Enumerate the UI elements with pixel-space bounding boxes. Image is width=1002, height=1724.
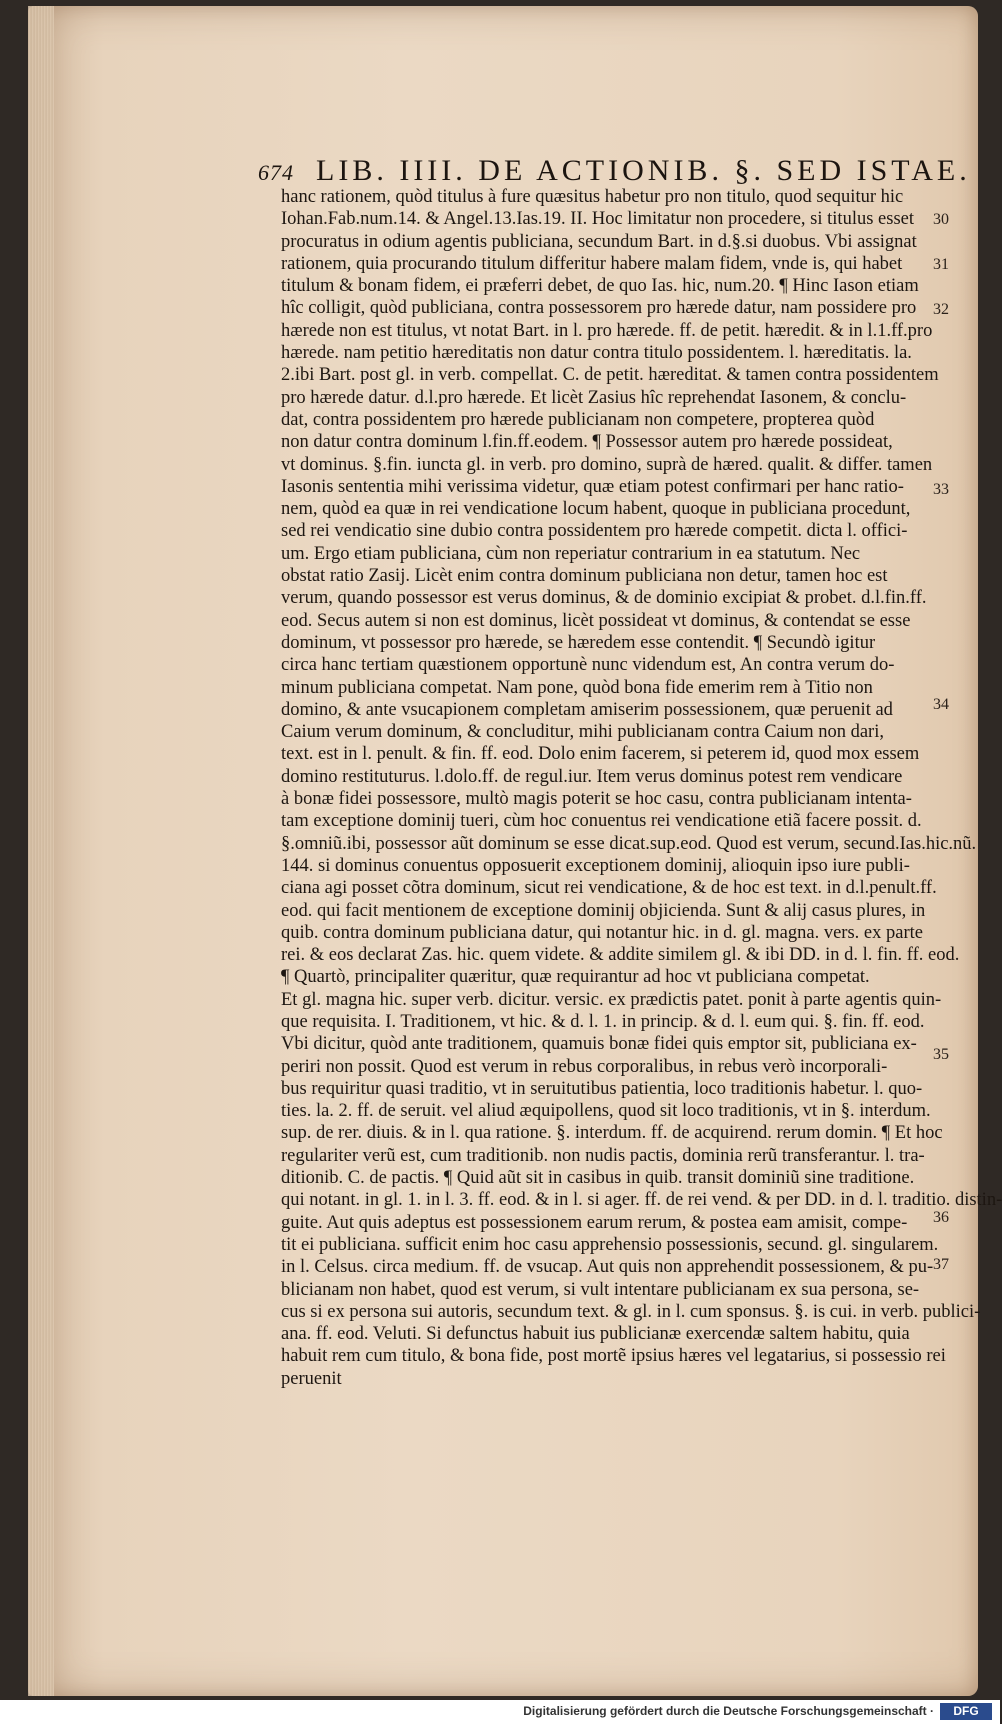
page-edges (28, 6, 54, 1696)
text-line: dominum, vt possessor pro hærede, se hæredem esse contendit. ¶ Secundò igitur (281, 632, 876, 653)
text-line: procuratus in odium agentis publiciana, secundum Bart. in d.§.si duobus. Vbi assignat (281, 231, 917, 252)
running-head-title: LIB. IIII. DE ACTIONIB. §. SED ISTAE. (316, 154, 971, 187)
text-line: 144. si dominus conuentus opposuerit exceptionem dominij, alioquin ipso iure publi- (281, 855, 910, 876)
margin-numbers (933, 6, 973, 1696)
text-line: tit ei publiciana. sufficit enim hoc casu apprehensio possessionis, secund. gl. singularem. (281, 1234, 939, 1255)
text-line: §.omniũ.ibi, possessor aũt dominum se esse dicat.sup.eod. Quod est verum, secund.Ias.hic.nũ. (281, 833, 977, 854)
margin-number: 34 (933, 696, 949, 713)
text-line: blicianam non habet, quod est verum, si vult intentare publicianam ex sua persona, se- (281, 1279, 920, 1300)
text-line: ¶ Quartò, principaliter quæritur, quæ requirantur ad hoc vt publiciana competat. (281, 967, 870, 988)
text-line: domino restituturus. l.dolo.ff. de regul.iur. Item verus dominus potest rem vendicare (281, 766, 903, 787)
text-line: 2.ibi Bart. post gl. in verb. compellat. C. de petit. hæreditat. & tamen contra possidentem (281, 365, 939, 386)
text-line: ditionib. C. de pactis. ¶ Quid aũt sit in casibus in quib. transit dominiũ sine traditione. (281, 1168, 915, 1189)
margin-number: 31 (933, 256, 949, 273)
dfg-logo: DFG (940, 1703, 992, 1720)
text-line: text. est in l. penult. & fin. ff. eod. Dolo enim facerem, si peterem id, quod mox essem (281, 744, 920, 765)
text-line: Vbi dicitur, quòd ante traditionem, quamuis bonæ fidei quis emptor sit, publiciana ex- (281, 1034, 917, 1055)
text-line: sup. de rer. diuis. & in l. qua ratione. §. interdum. ff. de acquirend. rerum domin. ¶ Et hoc (281, 1123, 943, 1144)
running-head (258, 154, 971, 188)
margin-number: 33 (933, 481, 949, 498)
margin-number: 37 (933, 1256, 949, 1273)
text-line: hærede non est titulus, vt notat Bart. in l. pro hærede. ff. de petit. hæredit. & in l.1.ff.pro (281, 320, 933, 341)
text-line: Iohan.Fab.num.14. & Angel.13.Ias.19. II. Hoc limitatur non procedere, si titulus esset (281, 209, 914, 230)
text-line: eod. qui facit mentionem de exceptione dominij objicienda. Sunt & alij casus plures, in (281, 900, 926, 921)
text-line: quib. contra dominum publiciana datur, qui notantur hic. in d. gl. magna. vers. ex parte (281, 922, 923, 943)
digitization-footer (0, 1700, 1000, 1724)
text-line: qui notant. in gl. 1. in l. 3. ff. eod. & in l. si ager. ff. de rei vend. & per DD. in d. l. traditio. distin- (281, 1190, 1002, 1211)
text-line: rei. & eos declarat Zas. hic. quem videte. & addite similem gl. & ibi DD. in d. l. fin. ff. eod. (281, 945, 960, 966)
book-page (28, 6, 1002, 1696)
text-line: bus requiritur quasi traditio, vt in seruitutibus patientia, loco traditionis habetur. l. quo- (281, 1078, 923, 1099)
text-line: vt dominus. §.fin. iuncta gl. in verb. pro domino, suprà de hæred. qualit. & differ. tamen (281, 454, 933, 475)
text-line: Et gl. magna hic. super verb. dicitur. versic. ex prædictis patet. ponit à parte agentis quin- (281, 989, 942, 1010)
text-line: obstat ratio Zasij. Licèt enim contra dominum publiciana non detur, tamen hoc est (281, 566, 888, 587)
text-line: ciana agi posset cõtra dominum, sicut rei vendicatione, & de hoc est text. in d.l.penult.ff. (281, 878, 937, 899)
text-line: cus si ex persona sui autoris, secundum text. & gl. in l. cum sponsus. §. is cui. in verb. publici- (281, 1301, 981, 1322)
text-line: domino, & ante vsucapionem completam amiserim possessionem, quæ peruenit ad (281, 699, 893, 720)
text-line: um. Ergo etiam publiciana, cùm non reperiatur contrarium in ea statutum. Nec (281, 543, 861, 564)
margin-number: 30 (933, 211, 949, 228)
margin-number: 32 (933, 301, 949, 318)
text-line: verum, quando possessor est verus dominus, & de dominio excipiat & probet. d.l.fin.ff. (281, 588, 927, 609)
footer-credit: Digitalisierung gefördert durch die Deutsche Forschungsgemeinschaft · (523, 1704, 934, 1718)
text-line: titulum & bonam fidem, ei præferri debet, de quo Ias. hic, num.20. ¶ Hinc Iason etiam (281, 276, 919, 297)
text-line: non datur contra dominum l.fin.ff.eodem. ¶ Possessor autem pro hærede possideat, (281, 432, 893, 453)
text-line: in l. Celsus. circa medium. ff. de vsucap. Aut quis non apprehendit possessionem, & pu- (281, 1257, 934, 1278)
text-line: à bonæ fidei possessore, multò magis poterit se hoc casu, contra publicianam intenta- (281, 789, 912, 810)
margin-number: 35 (933, 1046, 949, 1063)
text-line: que requisita. I. Traditionem, vt hic. & d. l. 1. in princip. & d. l. eum qui. §. fin. ff. eod. (281, 1011, 925, 1032)
text-line: hîc colligit, quòd publiciana, contra possessorem pro hærede datur, nam possidere pro (281, 298, 917, 319)
text-line: pro hærede datur. d.l.pro hærede. Et licèt Zasius hîc reprehendat Iasonem, & conclu- (281, 387, 907, 408)
text-line: periri non possit. Quod est verum in rebus corporalibus, in rebus verò incorporali- (281, 1056, 888, 1077)
text-line: habuit rem cum titulo, & bona fide, post mortẽ ipsius hæres vel legatarius, si possessio rei (281, 1346, 946, 1367)
text-line: ana. ff. eod. Veluti. Si defunctus habuit ius publicianæ exercendæ saltem habitu, quia (281, 1324, 910, 1345)
text-line: circa hanc tertiam quæstionem opportunè nunc videndum est, An contra verum do- (281, 655, 895, 676)
page-number: 674 (258, 160, 294, 185)
text-line: eod. Secus autem si non est dominus, licèt possideat vt dominus, & contendat se esse (281, 610, 911, 631)
text-line: ties. la. 2. ff. de seruit. vel aliud æquipollens, quod sit loco traditionis, vt in §. interdum. (281, 1101, 931, 1122)
text-line: Caium verum dominum, & concluditur, mihi publicianam contra Caium non dari, (281, 722, 884, 743)
text-line: regulariter verũ est, cum traditionib. non nudis pactis, dominia rerũ transferantur. l. tra- (281, 1145, 925, 1166)
text-line: rationem, quia procurando titulum differitur habere malam fidem, vnde is, qui habet (281, 253, 903, 274)
text-line: minum publiciana competat. Nam pone, quòd bona fide emerim rem à Titio non (281, 677, 873, 698)
margin-number: 36 (933, 1209, 949, 1226)
text-line: hanc rationem, quòd titulus à fure quæsitus habetur pro non titulo, quod sequitur hic (281, 187, 904, 207)
text-line: tam exceptione dominij tueri, cùm hoc conuentus rei vendicatione etiã facere possit. d. (281, 811, 922, 832)
text-line: hærede. nam petitio hæreditatis non datur contra titulo possidentem. l. hæreditatis. la. (281, 343, 912, 364)
text-line: dat, contra possidentem pro hærede publicianam non competere, propterea quòd (281, 409, 875, 430)
text-line: nem, quòd ea quæ in rei vendicatione locum habent, quoque in publiciana procedunt, (281, 499, 911, 520)
text-line: Iasonis sententia mihi verissima videtur, quæ etiam potest confirmari per hanc ratio- (281, 476, 904, 497)
text-line: guite. Aut quis adeptus est possessionem earum rerum, & postea eam amisit, compe- (281, 1212, 908, 1233)
text-line: peruenit (281, 1368, 342, 1389)
text-line: sed rei vendicatio sine dubio contra possidentem pro hærede competit. dicta l. offici- (281, 521, 908, 542)
